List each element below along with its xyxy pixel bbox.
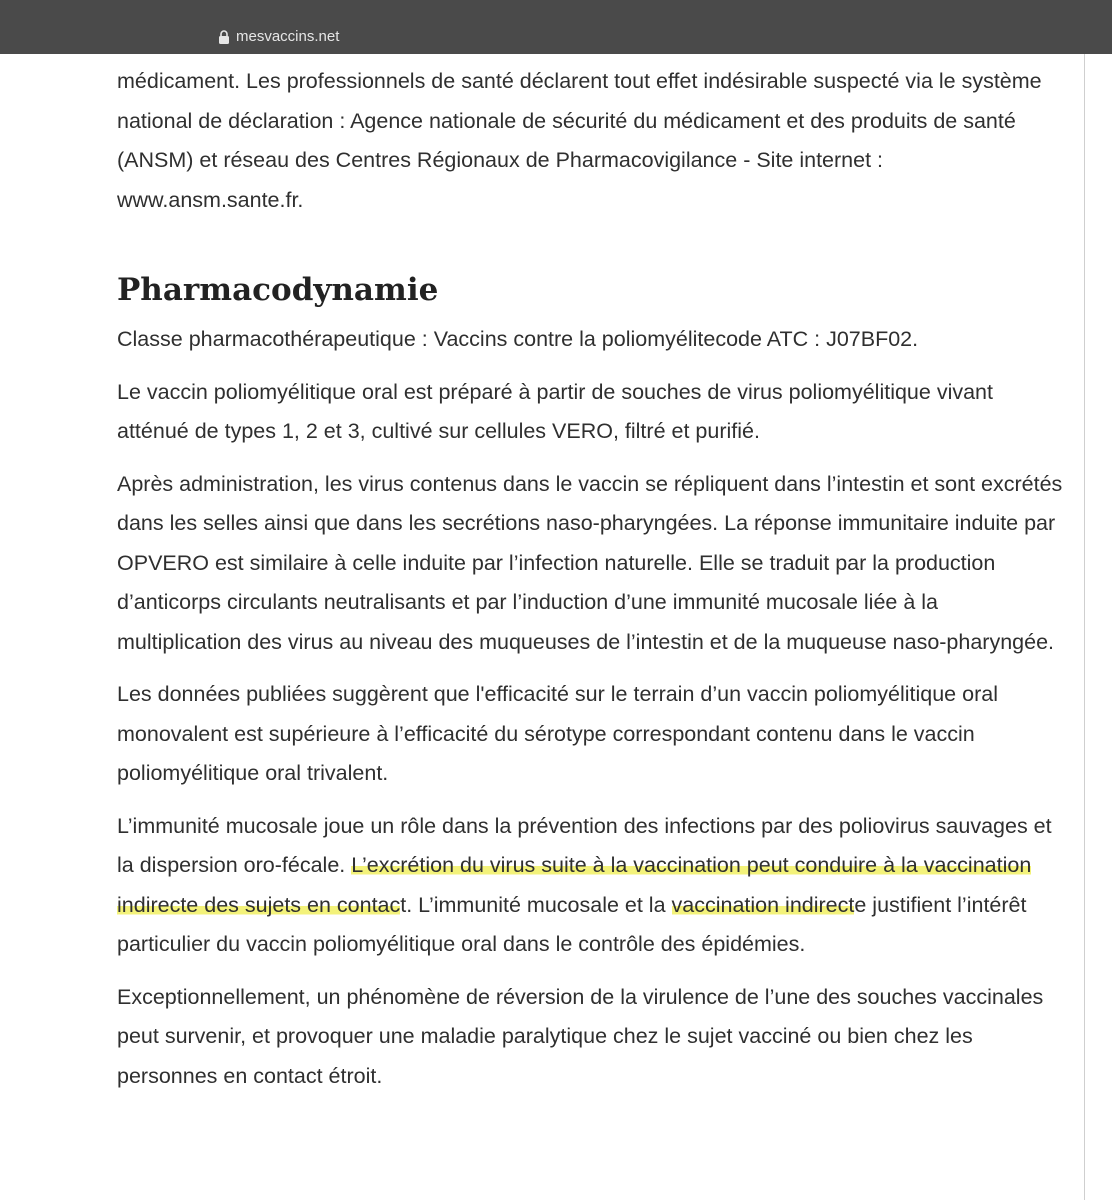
address-bar[interactable] [218,28,339,45]
paragraph-atc-class: Classe pharmacothérapeutique : Vaccins contre la poliomyélitecode ATC : J07BF02. [117,327,919,351]
intro-paragraph: médicament. Les professionnels de santé déclarent tout effet indésirable suspecté via le système national de déclaration : Agence nationale de sécurité du médicament et des produits de santé (ANSM) et réseau des Centres Régionaux de Pharmacovigilance - Site internet : www.ansm.sante.fr. [117,69,1042,212]
mucosal-text-part3: e justifient l’intérêt particulier du vaccin poliomyélitique oral dans le contrôle des épidémies. [117,892,1027,956]
paragraph-vaccine-preparation: Le vaccin poliomyélitique oral est préparé à partir de souches de virus poliomyélitique vivant atténué de types 1, 2 et 3, cultivé sur cellules VERO, filtré et purifié. [117,379,993,443]
highlighted-text-1: L’excrétion du virus suite à la vaccination peut conduire à la vaccination indirecte des sujets en contac [117,853,1032,917]
paragraph-reversion: Exceptionnellement, un phénomène de réversion de la virulence de l’une des souches vaccinales peut survenir, et provoquer une maladie paralytique chez le sujet vacciné ou bien chez les personnes en contact étroit. [117,984,1044,1088]
highlighted-text-2: vaccination indirect [671,892,855,917]
browser-toolbar [0,0,1112,54]
paragraph-immune-response: Après administration, les virus contenus dans le vaccin se répliquent dans l’intestin et sont excrétés dans les selles ainsi que dans les secrétions naso-pharyngées. La réponse immunitaire induite par OPVERO est similaire à celle induite par l’infection naturelle. Elle se traduit par la production d’anticorps circulants neutralisants et par l’induction d’une immunité mucosale liée à la multiplication des virus au niveau des muqueuses de l’intestin et de la muqueuse naso-pharyngée. [117,471,1063,654]
lock-icon [218,30,230,44]
article-content [117,62,1067,1109]
scrollbar-track[interactable] [1084,54,1085,1200]
url-text: mesvaccins.net [236,28,340,45]
mucosal-text-part2: t. L’immunité mucosale et la [400,892,672,917]
mucosal-text-part1: L’immunité mucosale joue un rôle dans la prévention des infections par des poliovirus sauvages et la dispersion oro-fécale. [117,813,1052,877]
paragraph-mucosal-immunity [117,807,1067,965]
paragraph-efficacy: Les données publiées suggèrent que l'efficacité sur le terrain d’un vaccin poliomyélitique oral monovalent est supérieure à l’efficacité du sérotype correspondant contenu dans le vaccin poliomyélitique oral trivalent. [117,682,998,785]
section-heading: Pharmacodynamie [117,272,439,308]
